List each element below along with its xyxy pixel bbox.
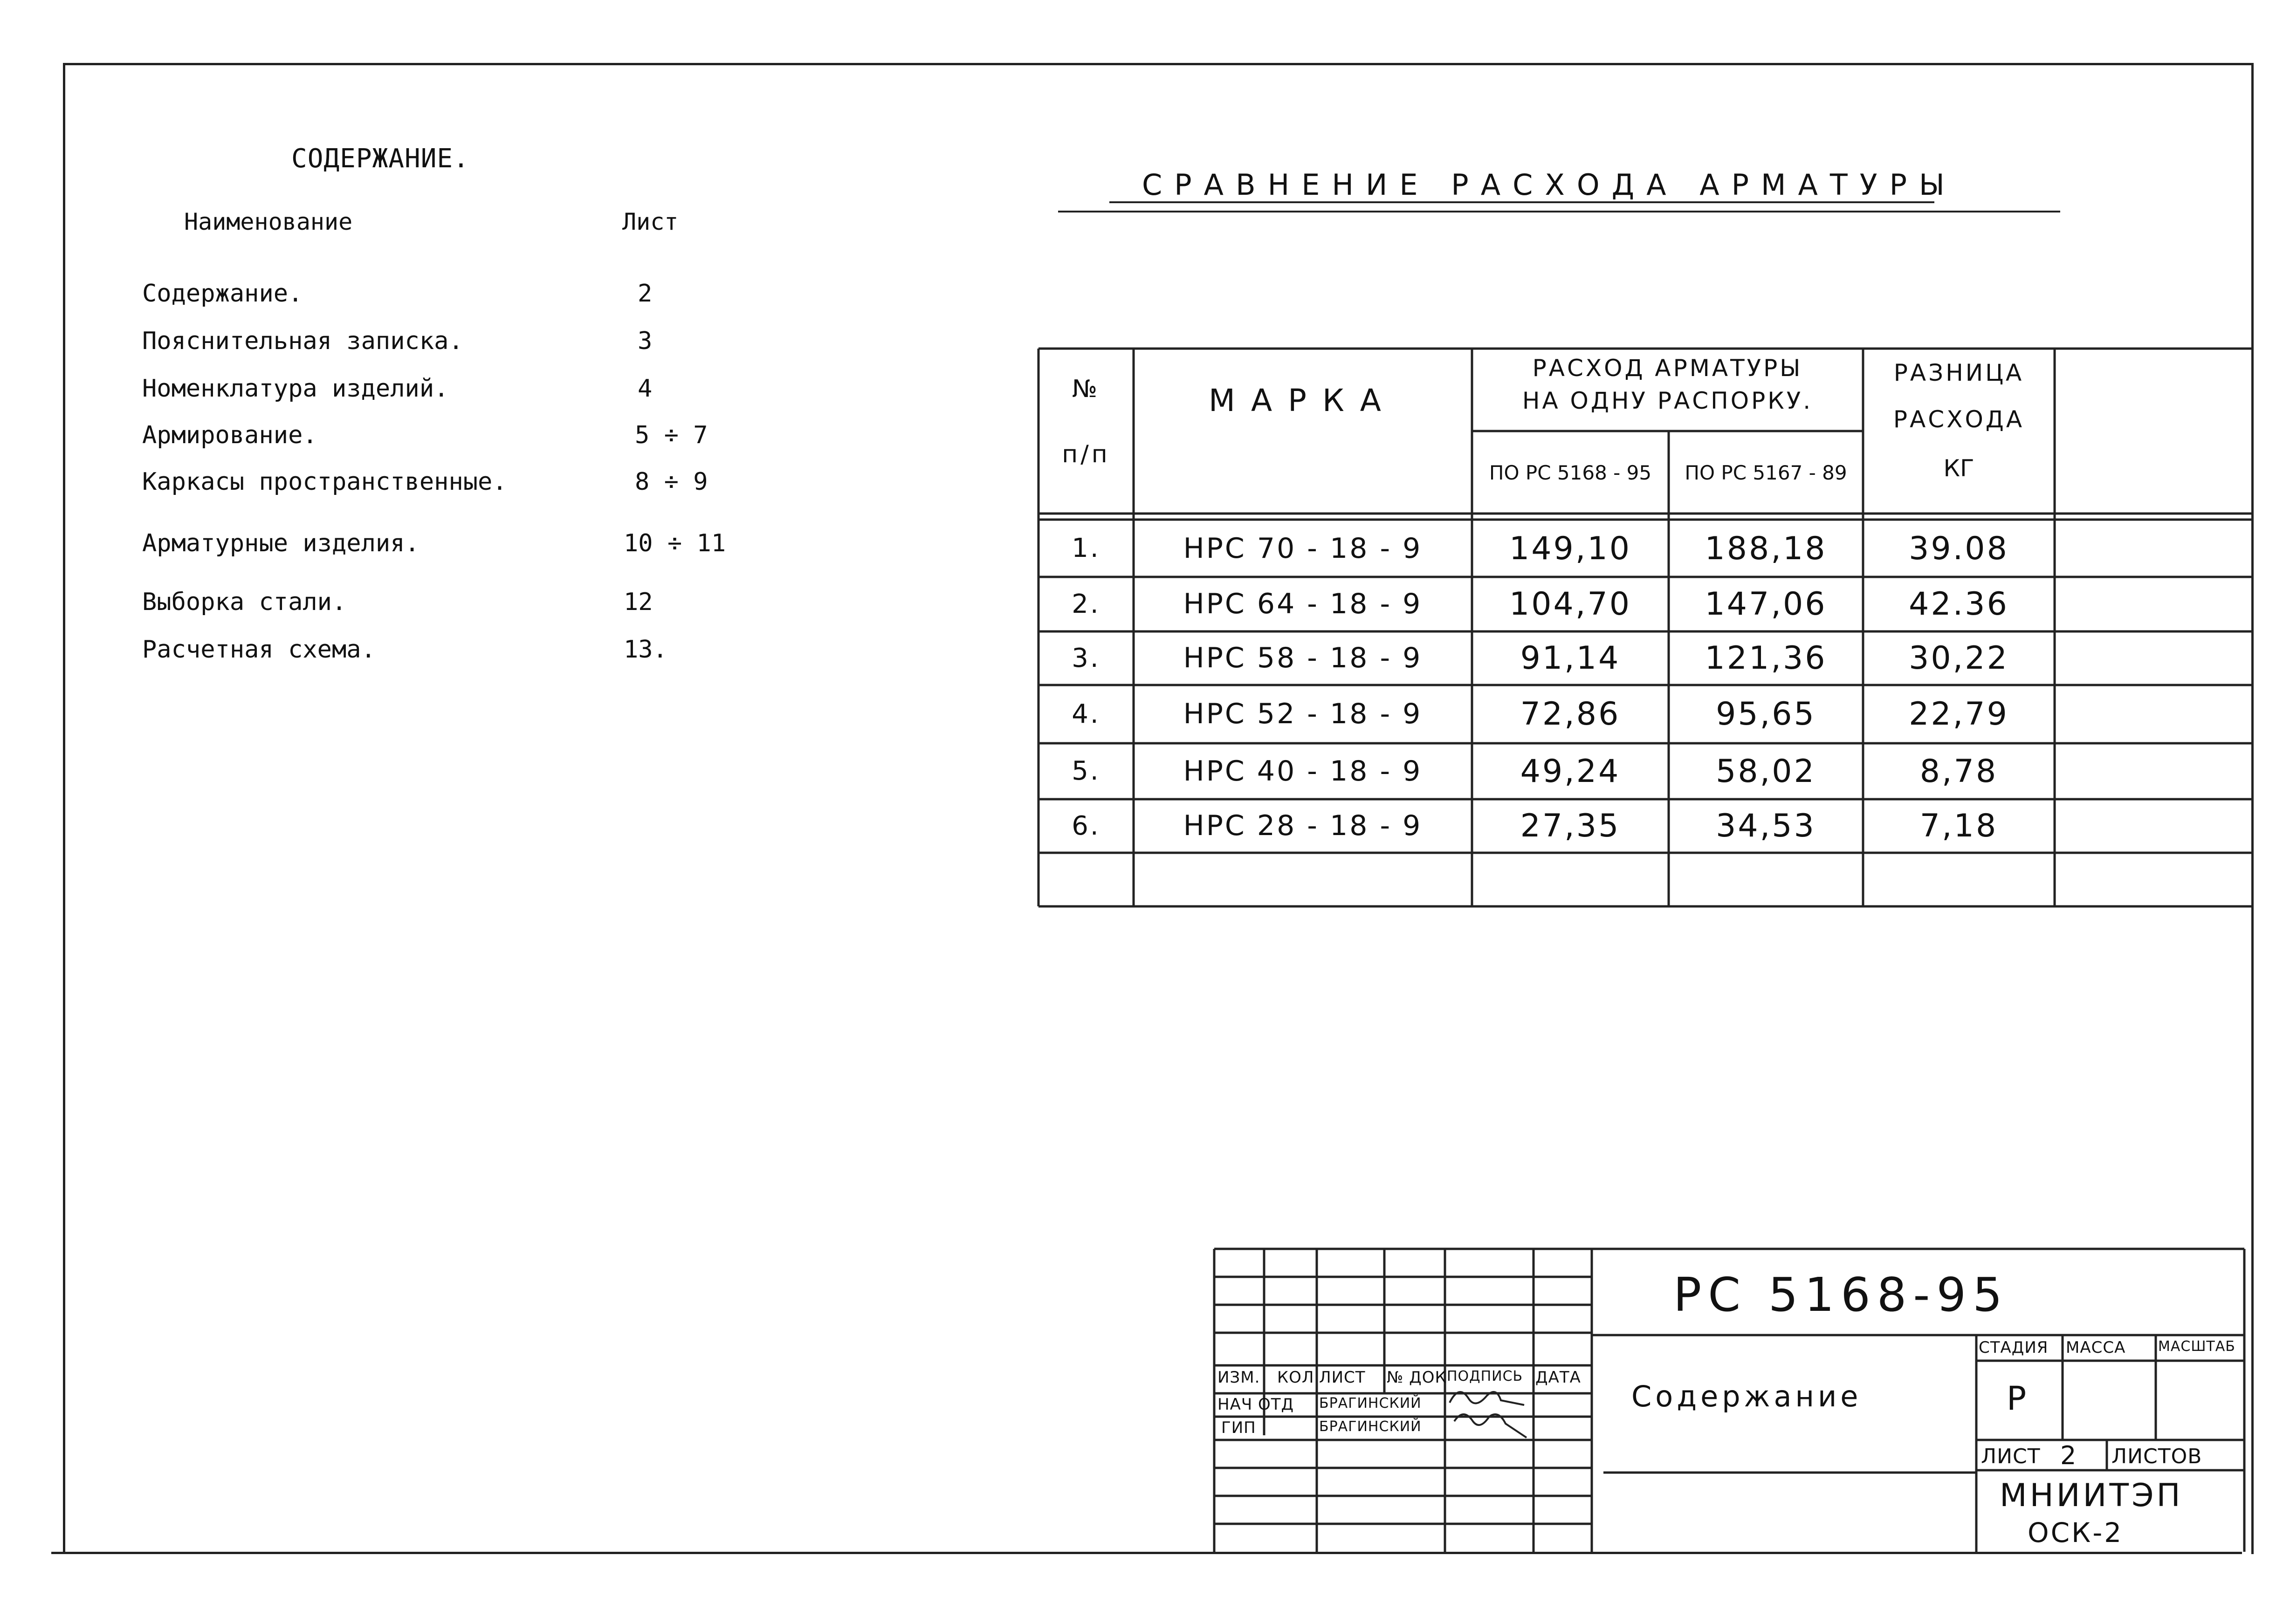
contents-item-sheet: 12 bbox=[624, 588, 653, 616]
header-col-rs5168: ПО РС 5168 - 95 bbox=[1489, 461, 1652, 484]
person-name: БРАГИНСКИЙ bbox=[1319, 1418, 1422, 1435]
contents-item-name: Номенклатура изделий. bbox=[142, 375, 449, 403]
header-diff-line2: РАСХОДА bbox=[1893, 405, 2025, 433]
row-value-rs5168: 27,35 bbox=[1520, 808, 1621, 844]
row-value-rs5168: 91,14 bbox=[1520, 640, 1621, 677]
label-podpis: ПОДПИСЬ bbox=[1447, 1368, 1523, 1384]
row-difference: 22,79 bbox=[1909, 696, 2009, 733]
header-mark: МАРКА bbox=[1209, 382, 1397, 418]
header-col-rs5167: ПО РС 5167 - 89 bbox=[1685, 461, 1847, 484]
label-stadia: СТАДИЯ bbox=[1979, 1338, 2049, 1357]
person-name: БРАГИНСКИЙ bbox=[1319, 1395, 1422, 1412]
row-mark: НРС 70 - 18 - 9 bbox=[1183, 532, 1423, 565]
contents-col-name: Наименование bbox=[184, 208, 353, 235]
label-list: ЛИСТ bbox=[1319, 1368, 1366, 1387]
contents-item-name: Каркасы пространственные. bbox=[142, 468, 507, 496]
doc-code: РС 5168-95 bbox=[1673, 1268, 2009, 1322]
sheet-title: Содержание bbox=[1631, 1379, 1862, 1413]
row-value-rs5168: 72,86 bbox=[1520, 696, 1621, 733]
row-difference: 39.08 bbox=[1909, 530, 2009, 567]
header-diff-line1: РАЗНИЦА bbox=[1893, 359, 2024, 386]
contents-item-sheet: 4 bbox=[638, 375, 653, 403]
label-kol: КОЛ bbox=[1277, 1368, 1314, 1387]
row-number: 4. bbox=[1072, 699, 1100, 729]
row-difference: 30,22 bbox=[1909, 640, 2009, 677]
row-value-rs5167: 188,18 bbox=[1705, 530, 1827, 567]
row-mark: НРС 40 - 18 - 9 bbox=[1183, 754, 1423, 788]
contents-item-name: Арматурные изделия. bbox=[142, 529, 419, 557]
contents-item-name: Содержание. bbox=[142, 280, 303, 308]
label-massa: МАССА bbox=[2066, 1338, 2126, 1357]
label-sheet: ЛИСТ bbox=[1981, 1445, 2041, 1468]
row-difference: 42.36 bbox=[1909, 586, 2009, 623]
row-value-rs5167: 147,06 bbox=[1705, 586, 1827, 623]
comparison-title: СРАВНЕНИЕ РАСХОДА АРМАТУРЫ bbox=[1142, 168, 1957, 202]
signature-scribble bbox=[1450, 1392, 1527, 1438]
organization-department: ОСК-2 bbox=[2028, 1517, 2124, 1549]
contents-item-sheet: 8 ÷ 9 bbox=[635, 468, 708, 496]
contents-item-name: Выборка стали. bbox=[142, 588, 347, 616]
row-value-rs5167: 121,36 bbox=[1705, 640, 1827, 677]
contents-item-sheet: 10 ÷ 11 bbox=[624, 529, 726, 557]
header-consumption-line2: НА ОДНУ РАСПОРКУ. bbox=[1522, 387, 1813, 414]
label-ndok: № ДОК bbox=[1387, 1368, 1447, 1387]
organization: МНИИТЭП bbox=[2000, 1477, 2183, 1514]
row-value-rs5167: 34,53 bbox=[1716, 808, 1816, 844]
contents-item-sheet: 13. bbox=[624, 636, 667, 664]
header-diff-unit: КГ bbox=[1943, 454, 1974, 482]
role-nach-otd: НАЧ ОТД bbox=[1217, 1395, 1294, 1414]
row-number: 3. bbox=[1072, 643, 1100, 673]
contents-title: СОДЕРЖАНИЕ. bbox=[291, 144, 469, 174]
stadia-value: Р bbox=[2007, 1379, 2027, 1418]
row-difference: 7,18 bbox=[1919, 808, 1998, 844]
row-value-rs5168: 49,24 bbox=[1520, 753, 1621, 790]
label-izm: ИЗМ. bbox=[1217, 1368, 1260, 1387]
row-mark: НРС 64 - 18 - 9 bbox=[1183, 588, 1423, 620]
row-value-rs5167: 58,02 bbox=[1716, 753, 1816, 790]
contents-item-sheet: 5 ÷ 7 bbox=[635, 421, 708, 449]
row-number: 6. bbox=[1072, 810, 1100, 841]
contents-item-sheet: 2 bbox=[638, 280, 653, 308]
label-masshtab: МАСШТАБ bbox=[2158, 1338, 2235, 1355]
row-number: 2. bbox=[1072, 589, 1100, 619]
row-value-rs5167: 95,65 bbox=[1716, 696, 1816, 733]
header-num-line2: п/п bbox=[1062, 440, 1110, 468]
contents-item-name: Армирование. bbox=[142, 421, 317, 449]
contents-item-sheet: 3 bbox=[638, 327, 653, 355]
role-gip: ГИП bbox=[1221, 1418, 1256, 1437]
label-data: ДАТА bbox=[1535, 1368, 1581, 1387]
row-mark: НРС 52 - 18 - 9 bbox=[1183, 698, 1423, 730]
label-sheets: ЛИСТОВ bbox=[2111, 1445, 2202, 1468]
header-consumption-line1: РАСХОД АРМАТУРЫ bbox=[1532, 354, 1803, 382]
row-difference: 8,78 bbox=[1919, 753, 1998, 790]
header-num-line1: № bbox=[1072, 375, 1100, 403]
sheet-number: 2 bbox=[2060, 1441, 2077, 1470]
row-mark: НРС 28 - 18 - 9 bbox=[1183, 809, 1423, 842]
contents-col-sheet: Лист bbox=[622, 208, 679, 235]
contents-item-name: Расчетная схема. bbox=[142, 636, 376, 664]
row-number: 5. bbox=[1072, 756, 1100, 786]
row-value-rs5168: 149,10 bbox=[1509, 530, 1631, 567]
row-number: 1. bbox=[1072, 533, 1100, 563]
contents-item-name: Пояснительная записка. bbox=[142, 327, 463, 355]
row-value-rs5168: 104,70 bbox=[1509, 586, 1631, 623]
row-mark: НРС 58 - 18 - 9 bbox=[1183, 642, 1423, 674]
